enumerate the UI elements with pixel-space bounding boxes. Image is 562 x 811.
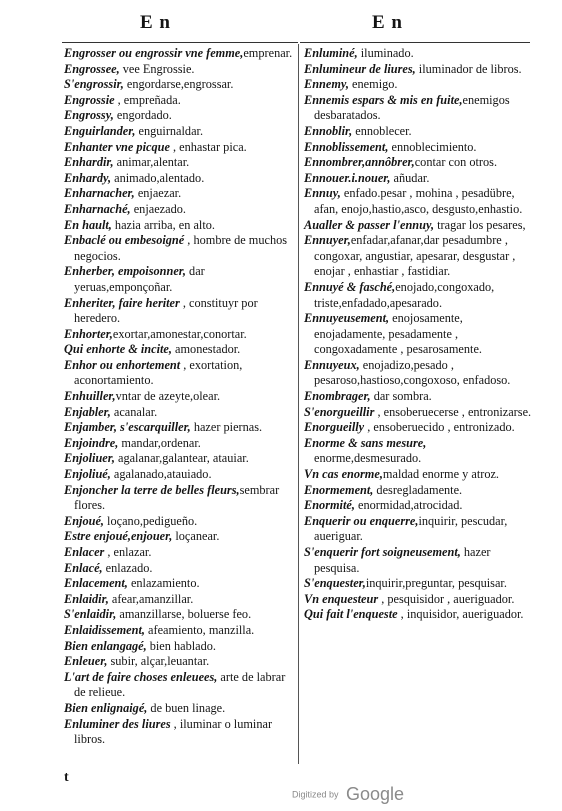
entry-gloss: , empreñada. bbox=[114, 92, 181, 107]
dictionary-entry bbox=[64, 93, 294, 109]
entry-gloss: engordarse,engrossar. bbox=[123, 77, 234, 92]
entry-gloss: ennoblecer. bbox=[352, 123, 412, 138]
entry-gloss: inquirir, pescudar, aueriguar. bbox=[314, 513, 508, 544]
entry-headword: Enlaidissement, bbox=[64, 622, 145, 637]
dictionary-entry bbox=[64, 171, 294, 187]
entry-gloss: enorme,desmesurado. bbox=[314, 451, 422, 466]
entry-headword: Enormement, bbox=[304, 482, 374, 497]
entry-headword: Enorgueilly bbox=[304, 420, 365, 435]
left-running-header: E n bbox=[140, 12, 171, 33]
entry-gloss: hazer piernas. bbox=[190, 420, 263, 435]
dictionary-entry bbox=[304, 218, 532, 234]
entry-headword: Ennuy, bbox=[304, 186, 341, 201]
entry-gloss: loçano,pedigueño. bbox=[103, 513, 198, 528]
entry-headword: Vn cas enorme, bbox=[304, 467, 383, 482]
entry-headword: Enheriter, faire heriter bbox=[64, 295, 180, 310]
digitized-label: Digitized by bbox=[292, 789, 339, 800]
dictionary-entry bbox=[64, 514, 294, 530]
entry-headword: Enguirlander, bbox=[64, 123, 136, 138]
dictionary-entry bbox=[64, 327, 294, 343]
dictionary-entry bbox=[304, 389, 532, 405]
entry-headword: Enherber, empoisonner, bbox=[64, 264, 186, 279]
left-column bbox=[64, 46, 294, 748]
dictionary-entry bbox=[304, 124, 532, 140]
entry-headword: Enjoliué, bbox=[64, 467, 111, 482]
entry-headword: S'enorgueillir bbox=[304, 404, 375, 419]
dictionary-entry bbox=[64, 155, 294, 171]
google-logo: Google bbox=[345, 784, 405, 804]
dictionary-entry bbox=[64, 140, 294, 156]
dictionary-entry bbox=[64, 623, 294, 639]
entry-gloss: , constituyr por heredero. bbox=[74, 295, 258, 326]
dictionary-entry bbox=[64, 62, 294, 78]
right-running-header: E n bbox=[372, 12, 403, 33]
dictionary-entry bbox=[64, 77, 294, 93]
entry-headword: Enhor ou enhortement bbox=[64, 357, 181, 372]
entry-gloss: enjaezado. bbox=[130, 201, 186, 216]
entry-gloss: bien hablado. bbox=[146, 638, 216, 653]
entry-gloss: amanzillarse, boluerse feo. bbox=[116, 607, 252, 622]
dictionary-entry bbox=[304, 467, 532, 483]
entry-headword: Enluminé, bbox=[304, 46, 358, 60]
entry-gloss: , hombre de muchos negocios. bbox=[74, 233, 288, 263]
dictionary-entry bbox=[304, 514, 532, 545]
dictionary-entry bbox=[304, 576, 532, 592]
entry-headword: Enhuiller, bbox=[64, 389, 116, 404]
dictionary-entry bbox=[304, 46, 532, 62]
entry-headword: Ennuyeux, bbox=[304, 357, 360, 372]
entry-gloss: subir, alçar,leuantar. bbox=[107, 654, 210, 669]
footer-mark: t bbox=[64, 770, 69, 785]
entry-gloss: enojado,congoxado, triste,enfadado,apesarado. bbox=[314, 279, 495, 310]
entry-gloss: emprenar. bbox=[243, 46, 293, 60]
entry-gloss: engordado. bbox=[113, 108, 172, 123]
dictionary-entry bbox=[304, 93, 532, 124]
entry-gloss: agalanar,galantear, atauiar. bbox=[114, 451, 249, 466]
entry-gloss: enguirnaldar. bbox=[135, 123, 204, 138]
entry-headword: Enluminer des liures bbox=[64, 716, 171, 731]
entry-headword: Enombrager, bbox=[304, 389, 371, 404]
dictionary-entry bbox=[64, 639, 294, 655]
dictionary-entry bbox=[304, 155, 532, 171]
entry-headword: Enhardy, bbox=[64, 170, 112, 185]
entry-gloss: desregladamente. bbox=[373, 482, 463, 497]
entry-headword: Enharnaché, bbox=[64, 201, 131, 216]
entry-gloss: agalanado,atauiado. bbox=[110, 467, 212, 482]
entry-gloss: enemigos desbaratados. bbox=[314, 92, 510, 123]
dictionary-entry bbox=[64, 670, 294, 701]
entry-gloss: , pesquisidor , aueriguador. bbox=[378, 591, 515, 606]
entry-gloss: , exortation, aconortamiento. bbox=[74, 357, 243, 388]
dictionary-entry bbox=[64, 124, 294, 140]
dictionary-entry bbox=[64, 389, 294, 405]
entry-headword: Enjoliuer, bbox=[64, 451, 115, 466]
entry-headword: Engrossy, bbox=[64, 108, 114, 123]
entry-gloss: , enhastar pica. bbox=[169, 139, 247, 154]
entry-headword: Engrosser ou engrossir vne femme, bbox=[64, 46, 244, 60]
entry-headword: S'engrossir, bbox=[64, 77, 124, 92]
dictionary-entry bbox=[64, 420, 294, 436]
entry-headword: Ennoblissement, bbox=[304, 139, 389, 154]
entry-gloss: enjaezar. bbox=[134, 186, 182, 201]
dictionary-entry bbox=[64, 358, 294, 389]
entry-gloss: loçanear. bbox=[172, 529, 220, 544]
entry-headword: Enjabler, bbox=[64, 404, 111, 419]
dictionary-entry bbox=[64, 717, 294, 748]
entry-gloss: , ensoberuecerse , entronizarse. bbox=[374, 404, 532, 419]
entry-gloss: enojosamente, enojadamente, pesadamente , congoxadamente , pesarosamente. bbox=[314, 311, 482, 357]
dictionary-entry bbox=[64, 108, 294, 124]
entry-gloss: iluminador de libros. bbox=[415, 61, 522, 76]
entry-gloss: añudar. bbox=[390, 170, 430, 185]
entry-headword: Enlacé, bbox=[64, 560, 103, 575]
dictionary-entry bbox=[304, 358, 532, 389]
dictionary-entry bbox=[64, 233, 294, 264]
entry-headword: Enhanter vne picque bbox=[64, 139, 170, 154]
entry-gloss: maldad enorme y atroz. bbox=[382, 467, 500, 482]
entry-headword: Enhorter, bbox=[64, 326, 113, 341]
entry-headword: Enjoindre, bbox=[64, 435, 119, 450]
dictionary-entry bbox=[304, 77, 532, 93]
dictionary-entry bbox=[64, 529, 294, 545]
dictionary-entry bbox=[304, 420, 532, 436]
dictionary-entry bbox=[304, 311, 532, 358]
entry-headword: Bien enlignaigé, bbox=[64, 700, 148, 715]
right-header-rule bbox=[300, 42, 530, 43]
entry-headword: S'enlaidir, bbox=[64, 607, 117, 622]
entry-gloss: enormidad,atrocidad. bbox=[354, 498, 463, 513]
entry-gloss: , inquisidor, aueriguador. bbox=[397, 607, 524, 622]
entry-headword: S'enquester, bbox=[304, 576, 366, 591]
entry-headword: L'art de faire choses enleuees, bbox=[64, 669, 218, 684]
entry-headword: Enjoncher la terre de belles fleurs, bbox=[64, 482, 240, 497]
dictionary-entry bbox=[304, 186, 532, 217]
dictionary-entry bbox=[64, 561, 294, 577]
entry-headword: Engrossee, bbox=[64, 61, 120, 76]
entry-gloss: arte de labrar de relieue. bbox=[74, 669, 286, 700]
dictionary-entry bbox=[64, 592, 294, 608]
dictionary-entry bbox=[64, 451, 294, 467]
entry-headword: Ennemis espars & mis en fuite, bbox=[304, 92, 463, 107]
entry-gloss: enfado.pesar , mohina , pesadübre, afan, enojo,hastio,asco, desgusto,enhastio. bbox=[314, 186, 523, 216]
left-header-rule bbox=[62, 42, 298, 43]
dictionary-entry bbox=[304, 233, 532, 280]
dictionary-entry bbox=[64, 545, 294, 561]
entry-gloss: acanalar. bbox=[110, 404, 158, 419]
entry-headword: Engrossie bbox=[64, 92, 115, 107]
entry-headword: S'enquerir fort soigneusement, bbox=[304, 545, 461, 559]
entry-gloss: afeamiento, manzilla. bbox=[144, 622, 255, 637]
entry-headword: Ennombrer,annôbrer, bbox=[304, 155, 415, 170]
entry-gloss: , ensoberuecido , entronizado. bbox=[364, 420, 515, 435]
entry-headword: Enlumineur de liures, bbox=[304, 61, 416, 76]
entry-headword: Enbaclé ou embesoigné bbox=[64, 233, 185, 248]
dictionary-entry bbox=[64, 186, 294, 202]
dictionary-entry bbox=[304, 140, 532, 156]
entry-headword: Enorme & sans mesure, bbox=[304, 435, 427, 450]
entry-gloss: contar con otros. bbox=[414, 155, 498, 170]
entry-headword: Enlacer bbox=[64, 545, 105, 559]
entry-headword: Enlacement, bbox=[64, 576, 128, 591]
entry-gloss: inquirir,preguntar, pesquisar. bbox=[365, 576, 507, 591]
entry-headword: Enharnacher, bbox=[64, 186, 135, 201]
dictionary-entry bbox=[64, 264, 294, 295]
dictionary-entry bbox=[304, 405, 532, 421]
dictionary-entry bbox=[64, 576, 294, 592]
entry-headword: Enormité, bbox=[304, 498, 355, 513]
entry-gloss: hazer pesquisa. bbox=[314, 545, 491, 575]
entry-headword: Vn enquesteur bbox=[304, 591, 379, 606]
entry-headword: Ennouer.i.nouer, bbox=[304, 170, 391, 185]
dictionary-entry bbox=[64, 654, 294, 670]
digitized-watermark bbox=[292, 784, 404, 805]
entry-gloss: ennoblecimiento. bbox=[388, 139, 477, 154]
entry-headword: Bien enlangagé, bbox=[64, 638, 147, 653]
dictionary-entry bbox=[64, 701, 294, 717]
dictionary-entry bbox=[304, 436, 532, 467]
entry-gloss: enlazamiento. bbox=[127, 576, 200, 591]
entry-gloss: , iluminar o luminar libros. bbox=[74, 716, 273, 747]
dictionary-entry bbox=[64, 405, 294, 421]
entry-gloss: mandar,ordenar. bbox=[118, 435, 201, 450]
entry-headword: Ennuyeusement, bbox=[304, 311, 390, 326]
entry-headword: En hault, bbox=[64, 217, 112, 232]
entry-headword: Enhardir, bbox=[64, 155, 114, 170]
dictionary-entry bbox=[64, 483, 294, 514]
entry-gloss: enemigo. bbox=[348, 77, 398, 92]
entry-gloss: vntar de azeyte,olear. bbox=[115, 389, 221, 404]
dictionary-entry bbox=[304, 280, 532, 311]
entry-headword: Qui fait l'enqueste bbox=[304, 607, 398, 622]
entry-gloss: enojadizo,pesado , pesaroso,hastioso,congoxoso, enfadoso. bbox=[314, 357, 511, 388]
dictionary-entry bbox=[64, 218, 294, 234]
entry-gloss: amonestador. bbox=[171, 342, 241, 357]
entry-gloss: animado,alentado. bbox=[111, 170, 205, 185]
entry-headword: Enjoué, bbox=[64, 513, 104, 528]
entry-gloss: de buen linage. bbox=[147, 700, 226, 715]
entry-headword: Enquerir ou enquerre, bbox=[304, 513, 419, 528]
dictionary-entry bbox=[64, 46, 294, 62]
entry-gloss: exortar,amonestar,conortar. bbox=[112, 326, 247, 341]
entry-headword: Ennuyer, bbox=[304, 233, 351, 248]
entry-gloss: tragar los pesares, bbox=[434, 217, 526, 232]
entry-gloss: dar yeruas,emponçoñar. bbox=[74, 264, 205, 294]
dictionary-entry bbox=[304, 498, 532, 514]
entry-headword: Estre enjoué,enjouer, bbox=[64, 529, 173, 544]
dictionary-entry bbox=[64, 202, 294, 218]
dictionary-entry bbox=[64, 296, 294, 327]
dictionary-entry bbox=[64, 607, 294, 623]
entry-gloss: enfadar,afanar,dar pesadumbre , congoxar, angustiar, apesarar, desgustar , enojar , enhastiar , fastidiar. bbox=[314, 233, 516, 279]
dictionary-entry bbox=[304, 483, 532, 499]
entry-headword: Enlaidir, bbox=[64, 591, 109, 606]
dictionary-entry bbox=[64, 467, 294, 483]
dictionary-entry bbox=[304, 607, 532, 623]
entry-gloss: hazia arriba, en alto. bbox=[111, 217, 215, 232]
entry-headword: Enleuer, bbox=[64, 654, 108, 669]
dictionary-entry bbox=[64, 342, 294, 358]
dictionary-entry bbox=[304, 592, 532, 608]
entry-gloss: afear,amanzillar. bbox=[108, 591, 194, 606]
entry-gloss: vee Engrossie. bbox=[119, 61, 195, 76]
column-divider bbox=[298, 44, 299, 764]
entry-gloss: animar,alentar. bbox=[113, 155, 190, 170]
entry-gloss: enlazado. bbox=[102, 560, 153, 575]
entry-gloss: dar sombra. bbox=[370, 389, 432, 404]
dictionary-entry bbox=[304, 62, 532, 78]
dictionary-entry bbox=[304, 545, 532, 576]
entry-headword: Ennemy, bbox=[304, 77, 349, 92]
dictionary-entry bbox=[64, 436, 294, 452]
entry-gloss: sembrar flores. bbox=[74, 482, 280, 513]
right-column bbox=[304, 46, 532, 623]
entry-headword: Enjamber, s'escarquiller, bbox=[64, 420, 191, 435]
entry-gloss: iluminado. bbox=[357, 46, 414, 60]
entry-gloss: , enlazar. bbox=[104, 545, 152, 559]
entry-headword: Ennoblir, bbox=[304, 123, 353, 138]
entry-headword: Qui enhorte & incite, bbox=[64, 342, 172, 357]
entry-headword: Aualler & passer l'ennuy, bbox=[304, 217, 435, 232]
dictionary-entry bbox=[304, 171, 532, 187]
entry-headword: Ennuyé & fasché, bbox=[304, 279, 396, 294]
